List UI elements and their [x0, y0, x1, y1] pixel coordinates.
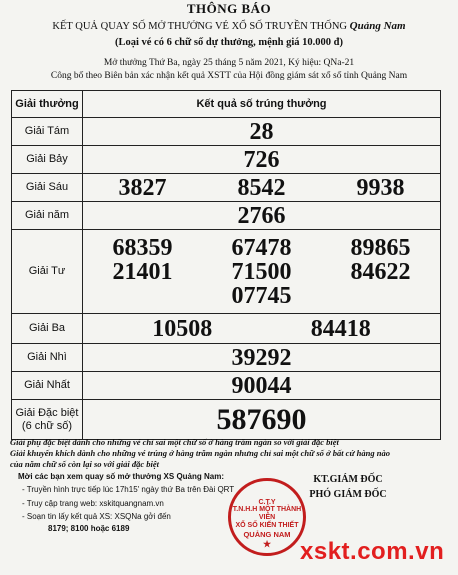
prize-label: Giải Bảy	[12, 146, 83, 174]
stamp-text: QUẢNG NAM	[243, 530, 291, 539]
table-row	[12, 202, 441, 230]
winning-number: 67478	[231, 234, 292, 261]
table-row	[12, 344, 441, 372]
winning-number: 90044	[83, 372, 441, 400]
winning-numbers	[83, 174, 441, 202]
prize-label: Giải Nhì	[12, 344, 83, 372]
stamp-text: C.T.Y	[258, 499, 276, 506]
table-row	[12, 372, 441, 400]
winning-number: 84622	[350, 258, 411, 285]
winning-number: 2766	[83, 202, 441, 230]
draw-date-line: Mở thưởng Thứ Ba, ngày 25 tháng 5 năm 2021, Ký hiệu: QNa-21	[103, 58, 355, 68]
note-line: Giải phụ đặc biệt dành cho những vé chỉ sai một chữ số ở hàng trăm ngàn so với giải đặc biệt	[10, 437, 339, 447]
table-row	[12, 400, 441, 440]
prize-label: Giải Tám	[12, 118, 83, 146]
winning-number: 3827	[118, 174, 167, 201]
winning-number: 71500	[231, 258, 292, 285]
result-column-header: Kết quả số trúng thưởng	[83, 91, 441, 118]
official-stamp	[228, 478, 306, 556]
winning-number: 726	[83, 146, 441, 174]
ticket-type-line: (Loại vé có 6 chữ số dự thưởng, mệnh giá 10.000 đ)	[114, 37, 344, 48]
info-item: - Soạn tin lấy kết quả XS: XSQNa gởi đến	[22, 512, 171, 521]
special-prize-number: 587690	[83, 400, 441, 440]
winning-number: 39292	[83, 344, 441, 372]
prize-label: Giải Nhất	[12, 372, 83, 400]
info-item: 8179; 8100 hoặc 6189	[48, 524, 130, 533]
lottery-heading	[0, 20, 458, 32]
winning-number: 8542	[237, 174, 286, 201]
certification-line: Công bố theo Biên bản xác nhận kết quả XSTT của Hội đồng giám sát xổ số tỉnh Quảng Nam	[50, 71, 408, 81]
winning-number: 84418	[310, 315, 371, 342]
winning-number: 9938	[356, 174, 405, 201]
stamp-text: XỔ SỐ KIẾN THIẾT	[235, 522, 299, 529]
winning-number: 89865	[350, 234, 411, 261]
table-header-row	[12, 91, 441, 118]
table-row	[12, 314, 441, 344]
province-name: Quảng Nam	[349, 20, 406, 32]
info-item: - Truyền hình trực tiếp lúc 17h15' ngày thứ Ba trên Đài QRT	[22, 485, 235, 494]
watermark-logo: xskt.com.vn	[300, 538, 445, 565]
lottery-heading-text: KẾT QUẢ QUAY SỐ MỞ THƯỞNG VÉ XỔ SỐ TRUYỀN THỐNG	[52, 21, 348, 32]
prize-label: Giải Đặc biệt (6 chữ số)	[12, 400, 83, 440]
winning-number: 07745	[231, 282, 292, 309]
note-line: Giải khuyến khích dành cho những vé trúng ở hàng trăm ngàn nhưng chỉ sai một chữ số ở bất cứ hàng nào	[10, 448, 390, 458]
signature-title: KT.GIÁM ĐỐC	[313, 474, 383, 485]
prize-column-header: Giải thưởng	[12, 91, 83, 118]
table-row	[12, 230, 441, 314]
winning-number: 28	[83, 118, 441, 146]
note-line: của năm chữ số còn lại so với giải đặc biệt	[10, 459, 159, 469]
signature-subtitle: PHÓ GIÁM ĐỐC	[309, 489, 387, 500]
winning-number: 10508	[152, 315, 213, 342]
winning-numbers	[83, 314, 441, 344]
results-table	[11, 90, 441, 440]
winning-number: 21401	[112, 258, 173, 285]
info-item: - Truy cập trang web: xskitquangnam.vn	[22, 499, 164, 508]
star-icon: ★	[262, 539, 272, 549]
notice-title: THÔNG BÁO	[186, 1, 272, 16]
stamp-text: T.N.H.H MỘT THÀNH VIÊN	[232, 506, 302, 521]
winning-numbers	[83, 230, 441, 314]
prize-label: Giải Ba	[12, 314, 83, 344]
prize-label: Giải Tư	[12, 230, 83, 314]
table-row	[12, 174, 441, 202]
info-heading: Mời các bạn xem quay số mở thưởng XS Quảng Nam:	[18, 472, 225, 481]
prize-label: Giải Sáu	[12, 174, 83, 202]
winning-number: 68359	[112, 234, 173, 261]
table-row	[12, 118, 441, 146]
prize-label: Giải năm	[12, 202, 83, 230]
table-row	[12, 146, 441, 174]
